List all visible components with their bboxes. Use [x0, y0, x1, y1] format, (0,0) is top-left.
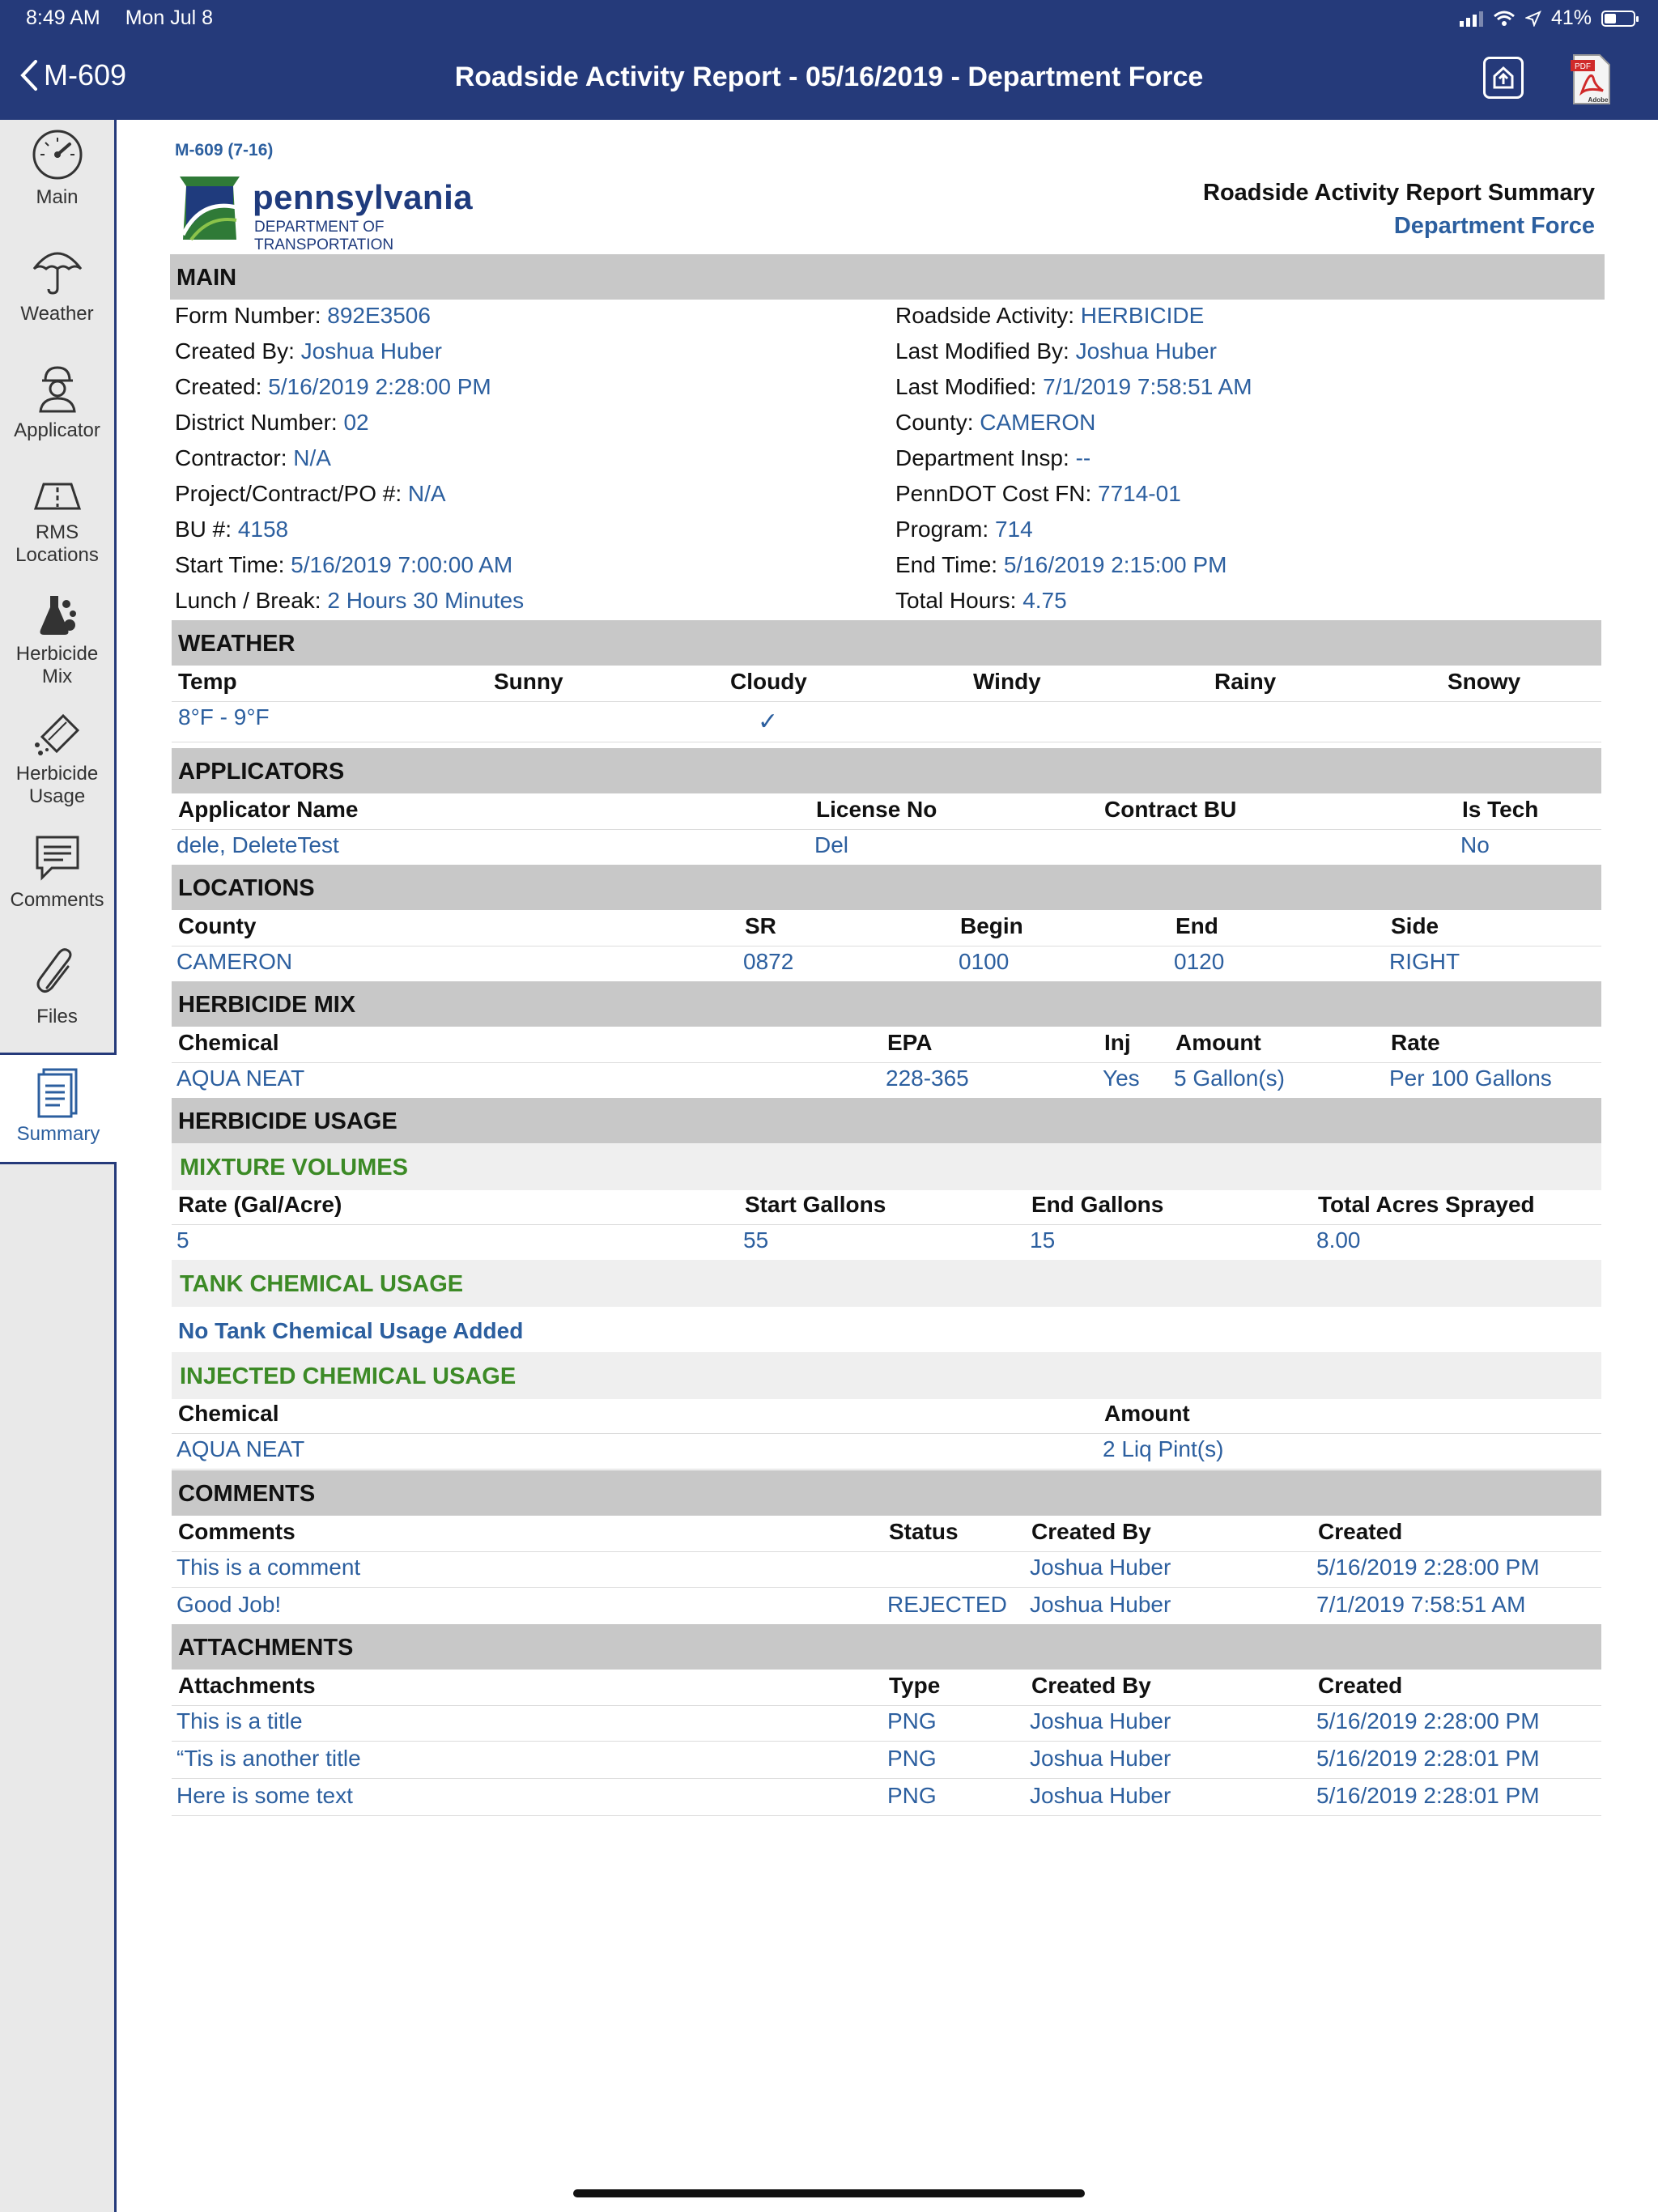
table-cell[interactable]: 5/16/2019 2:28:00 PM [1316, 1708, 1540, 1733]
table-cell[interactable]: AQUA NEAT [176, 1066, 305, 1091]
sidebar-item-rms-locations[interactable] [0, 476, 114, 567]
field-value: 4.75 [1022, 588, 1067, 613]
sidebar-item-label: Mix [41, 666, 73, 687]
penndot-logo [176, 175, 517, 253]
field-value: HERBICIDE [1080, 303, 1205, 328]
status-bar-left [26, 6, 232, 30]
field-value: 02 [343, 410, 369, 435]
sidebar-item-label: Main [36, 186, 79, 208]
table-cell[interactable]: Yes [1103, 1066, 1140, 1091]
table-cell: 8.00 [1316, 1227, 1361, 1253]
field-right-1 [895, 338, 1217, 364]
sidebar-item-label: Locations [15, 544, 99, 566]
table-cell[interactable]: AQUA NEAT [176, 1436, 305, 1461]
table-cell[interactable]: 7/1/2019 7:58:51 AM [1316, 1592, 1526, 1617]
field-left-5 [175, 481, 446, 507]
back-button-label: M-609 [44, 58, 127, 91]
table-cell[interactable]: 0100 [959, 949, 1010, 974]
battery-percent: 41% [1550, 6, 1592, 29]
table-cell[interactable]: PNG [887, 1783, 937, 1808]
chevron-left-icon [18, 58, 39, 92]
table-cell[interactable]: Joshua Huber [1030, 1592, 1171, 1617]
field-label: Created: [175, 374, 262, 399]
row-divider [172, 1815, 1601, 1816]
row-divider [172, 1778, 1601, 1779]
cellular-signal-icon [1460, 11, 1483, 27]
field-left-2 [175, 374, 491, 400]
column-header: Inj [1104, 1030, 1131, 1055]
field-label: Total Hours: [895, 588, 1017, 613]
sidebar [0, 120, 117, 2212]
column-header: Side [1391, 913, 1439, 938]
document-icon [36, 1066, 81, 1118]
field-value: Joshua Huber [1075, 338, 1217, 364]
field-right-0 [895, 303, 1204, 329]
field-value: 5/16/2019 2:28:00 PM [268, 374, 491, 399]
table-cell[interactable]: CAMERON [176, 949, 293, 974]
worker-icon [31, 361, 84, 415]
section-header-applicators: APPLICATORS [172, 748, 1601, 793]
table-cell[interactable]: 0120 [1174, 949, 1225, 974]
sidebar-item-main[interactable] [0, 128, 114, 209]
column-header: Begin [960, 913, 1023, 938]
pdf-badge-text: PDF [1575, 62, 1591, 71]
keystone-logo-icon [176, 175, 243, 241]
column-header: SR [745, 913, 776, 938]
table-cell[interactable]: 5 Gallon(s) [1174, 1066, 1285, 1091]
home-indicator[interactable] [573, 2189, 1085, 2197]
table-cell[interactable]: 228-365 [886, 1066, 969, 1091]
field-label: Contractor: [175, 445, 287, 470]
field-value: N/A [407, 481, 446, 506]
column-header: Amount [1175, 1030, 1261, 1055]
battery-fill [1605, 14, 1616, 23]
field-value: CAMERON [980, 410, 1096, 435]
column-header: Type [889, 1673, 941, 1698]
subheader-injected-chemical-usage: INJECTED CHEMICAL USAGE [172, 1352, 1601, 1399]
wifi-icon [1493, 10, 1516, 28]
status-bar-right [1460, 6, 1635, 30]
table-cell[interactable]: “Tis is another title [176, 1746, 361, 1771]
pdf-brand-text: Adobe [1588, 96, 1609, 104]
sidebar-item-label: Weather [20, 303, 94, 325]
sidebar-item-label: Summary [16, 1123, 100, 1145]
field-label: Lunch / Break: [175, 588, 321, 613]
table-cell[interactable]: dele, DeleteTest [176, 832, 339, 857]
field-value: -- [1075, 445, 1091, 470]
sidebar-item-label: RMS [35, 521, 79, 543]
table-cell[interactable]: PNG [887, 1746, 937, 1771]
column-header: Created [1318, 1519, 1403, 1544]
column-header: Status [889, 1519, 959, 1544]
field-right-2 [895, 374, 1252, 400]
field-label: Start Time: [175, 552, 285, 577]
column-header: Rate (Gal/Acre) [178, 1192, 342, 1217]
status-date: Mon Jul 8 [125, 6, 214, 29]
row-divider [172, 1741, 1601, 1742]
table-cell[interactable]: REJECTED [887, 1592, 1007, 1617]
table-cell[interactable]: 5/16/2019 2:28:01 PM [1316, 1783, 1540, 1808]
field-right-3 [895, 410, 1095, 436]
pdf-file-icon [1571, 53, 1613, 105]
column-header: Created By [1031, 1673, 1151, 1698]
navigation-bar [0, 0, 1658, 120]
table-cell[interactable]: Del [814, 832, 849, 857]
road-icon [31, 476, 84, 517]
sidebar-item-label: Files [36, 1006, 78, 1027]
column-header: Is Tech [1462, 797, 1539, 822]
form-code: M-609 (7-16) [175, 141, 274, 160]
field-value: 892E3506 [327, 303, 431, 328]
field-value: 5/16/2019 7:00:00 AM [291, 552, 513, 577]
header-divider [172, 701, 1601, 702]
field-left-1 [175, 338, 442, 364]
table-cell[interactable]: Joshua Huber [1030, 1555, 1171, 1580]
section-header-herbicide-mix: HERBICIDE MIX [172, 981, 1601, 1027]
table-cell[interactable]: Good Job! [176, 1592, 282, 1617]
field-label: BU #: [175, 517, 232, 542]
field-right-7 [895, 552, 1226, 578]
field-left-6 [175, 517, 288, 542]
column-header: Chemical [178, 1401, 279, 1426]
field-label: Program: [895, 517, 989, 542]
header-divider [172, 1062, 1601, 1063]
speedometer-icon [31, 128, 84, 181]
column-header: Temp [178, 669, 237, 694]
table-cell[interactable]: Here is some text [176, 1783, 353, 1808]
column-header: Total Acres Sprayed [1318, 1192, 1535, 1217]
table-cell: 5 [176, 1227, 189, 1253]
column-header: Start Gallons [745, 1192, 886, 1217]
table-cell[interactable]: 5/16/2019 2:28:00 PM [1316, 1555, 1540, 1580]
field-label: Last Modified: [895, 374, 1037, 399]
table-cell[interactable]: Joshua Huber [1030, 1783, 1171, 1808]
column-header: Chemical [178, 1030, 279, 1055]
logo-wordmark: pennsylvania [253, 178, 474, 216]
column-header: License No [816, 797, 937, 822]
field-right-8 [895, 588, 1067, 614]
column-header: Contract BU [1104, 797, 1237, 822]
subheader-mixture-volumes: MIXTURE VOLUMES [172, 1143, 1601, 1190]
field-left-0 [175, 303, 431, 329]
field-label: Department Insp: [895, 445, 1069, 470]
section-header-weather: WEATHER [172, 620, 1601, 666]
sidebar-item-files[interactable] [0, 947, 114, 1028]
home-export-icon [1491, 65, 1516, 91]
table-cell[interactable]: 5/16/2019 2:28:01 PM [1316, 1746, 1540, 1771]
column-header: Sunny [494, 669, 563, 694]
location-arrow-icon [1525, 11, 1541, 27]
column-header: Rate [1391, 1030, 1440, 1055]
column-header: Created [1318, 1673, 1403, 1698]
subheader-tank-chemical-usage: TANK CHEMICAL USAGE [172, 1260, 1601, 1307]
sidebar-item-label: Applicator [14, 419, 100, 441]
field-label: Project/Contract/PO #: [175, 481, 402, 506]
table-cell[interactable]: 0872 [743, 949, 794, 974]
field-left-4 [175, 445, 331, 471]
sidebar-item-label: Comments [10, 889, 104, 911]
field-left-8 [175, 588, 524, 614]
field-value: 2 Hours 30 Minutes [327, 588, 525, 613]
field-left-7 [175, 552, 512, 578]
summary-title-block [1203, 180, 1595, 240]
header-divider [172, 1433, 1601, 1434]
field-right-6 [895, 517, 1033, 542]
column-header: Attachments [178, 1673, 316, 1698]
status-time: 8:49 AM [26, 6, 100, 29]
column-header: Applicator Name [178, 797, 359, 822]
table-cell[interactable]: RIGHT [1389, 949, 1460, 974]
comment-icon [31, 831, 84, 884]
field-label: Form Number: [175, 303, 321, 328]
weather-check-icon: ✓ [758, 708, 779, 735]
column-header: Rainy [1214, 669, 1277, 694]
column-header: End Gallons [1031, 1192, 1164, 1217]
field-value: 7/1/2019 7:58:51 AM [1043, 374, 1252, 399]
table-cell[interactable]: This is a title [176, 1708, 303, 1733]
battery-icon [1601, 11, 1635, 27]
row-divider [172, 1469, 1601, 1470]
table-cell: 55 [743, 1227, 769, 1253]
column-header: Comments [178, 1519, 295, 1544]
table-cell[interactable]: 2 Liq Pint(s) [1103, 1436, 1224, 1461]
column-header: Created By [1031, 1519, 1151, 1544]
field-right-5 [895, 481, 1181, 507]
field-label: End Time: [895, 552, 998, 577]
table-cell: 15 [1030, 1227, 1056, 1253]
field-label: County: [895, 410, 974, 435]
summary-subtitle: Department Force [1393, 213, 1595, 239]
section-header-locations: LOCATIONS [172, 865, 1601, 910]
export-home-button[interactable] [1483, 57, 1524, 99]
table-cell[interactable]: PNG [887, 1708, 937, 1733]
sidebar-item-herbicide-usage[interactable] [0, 709, 114, 808]
table-cell[interactable]: Joshua Huber [1030, 1746, 1171, 1771]
table-cell[interactable]: No [1460, 832, 1490, 857]
field-label: Roadside Activity: [895, 303, 1074, 328]
column-header: Amount [1104, 1401, 1190, 1426]
column-header: Cloudy [730, 669, 807, 694]
field-value: N/A [293, 445, 331, 470]
sidebar-item-applicator[interactable] [0, 361, 114, 442]
section-header-herbicide-usage: HERBICIDE USAGE [172, 1098, 1601, 1143]
field-label: PennDOT Cost FN: [895, 481, 1092, 506]
sidebar-item-weather[interactable] [0, 245, 114, 325]
logo-subtitle: DEPARTMENT OF TRANSPORTATION [254, 219, 394, 253]
field-value: 5/16/2019 2:15:00 PM [1003, 552, 1227, 577]
column-header: Snowy [1448, 669, 1521, 694]
column-header: End [1175, 913, 1218, 938]
field-value: 714 [994, 517, 1033, 542]
paperclip-icon [31, 947, 84, 1001]
sidebar-item-label: Herbicide [15, 643, 99, 665]
field-value: 7714-01 [1098, 481, 1181, 506]
page-title: Roadside Activity Report - 05/16/2019 - Department Force [454, 62, 1204, 92]
pdf-button[interactable] [1571, 53, 1613, 105]
column-header: EPA [887, 1030, 933, 1055]
summary-title: Roadside Activity Report Summary [1203, 180, 1595, 206]
sidebar-item-summary[interactable] [0, 1053, 117, 1164]
tank-chemical-empty-message: No Tank Chemical Usage Added [178, 1318, 524, 1343]
table-cell[interactable]: Per 100 Gallons [1389, 1066, 1552, 1091]
section-header-attachments: ATTACHMENTS [172, 1624, 1601, 1670]
column-header: Windy [973, 669, 1041, 694]
back-button[interactable] [18, 58, 126, 92]
field-right-4 [895, 445, 1090, 471]
header-divider [172, 1551, 1601, 1552]
section-header-comments: COMMENTS [172, 1470, 1601, 1516]
flask-icon [31, 593, 84, 638]
field-label: District Number: [175, 410, 338, 435]
table-cell[interactable]: This is a comment [176, 1555, 361, 1580]
sidebar-item-label: Herbicide [15, 763, 99, 785]
weather-temp: 8°F - 9°F [178, 704, 270, 730]
sidebar-item-label: Usage [28, 785, 86, 807]
sprayer-icon [31, 709, 84, 758]
field-label: Last Modified By: [895, 338, 1069, 364]
section-header-main: MAIN [170, 254, 1605, 300]
sidebar-item-comments[interactable] [0, 831, 114, 912]
header-divider [172, 1224, 1601, 1225]
table-cell[interactable]: Joshua Huber [1030, 1708, 1171, 1733]
field-value: Joshua Huber [300, 338, 442, 364]
header-divider [172, 1705, 1601, 1706]
field-value: 4158 [237, 517, 289, 542]
sidebar-item-herbicide-mix[interactable] [0, 593, 114, 688]
field-label: Created By: [175, 338, 295, 364]
field-left-3 [175, 410, 369, 436]
column-header: County [178, 913, 257, 938]
header-divider [172, 829, 1601, 830]
umbrella-icon [31, 245, 84, 298]
row-divider [172, 1587, 1601, 1588]
